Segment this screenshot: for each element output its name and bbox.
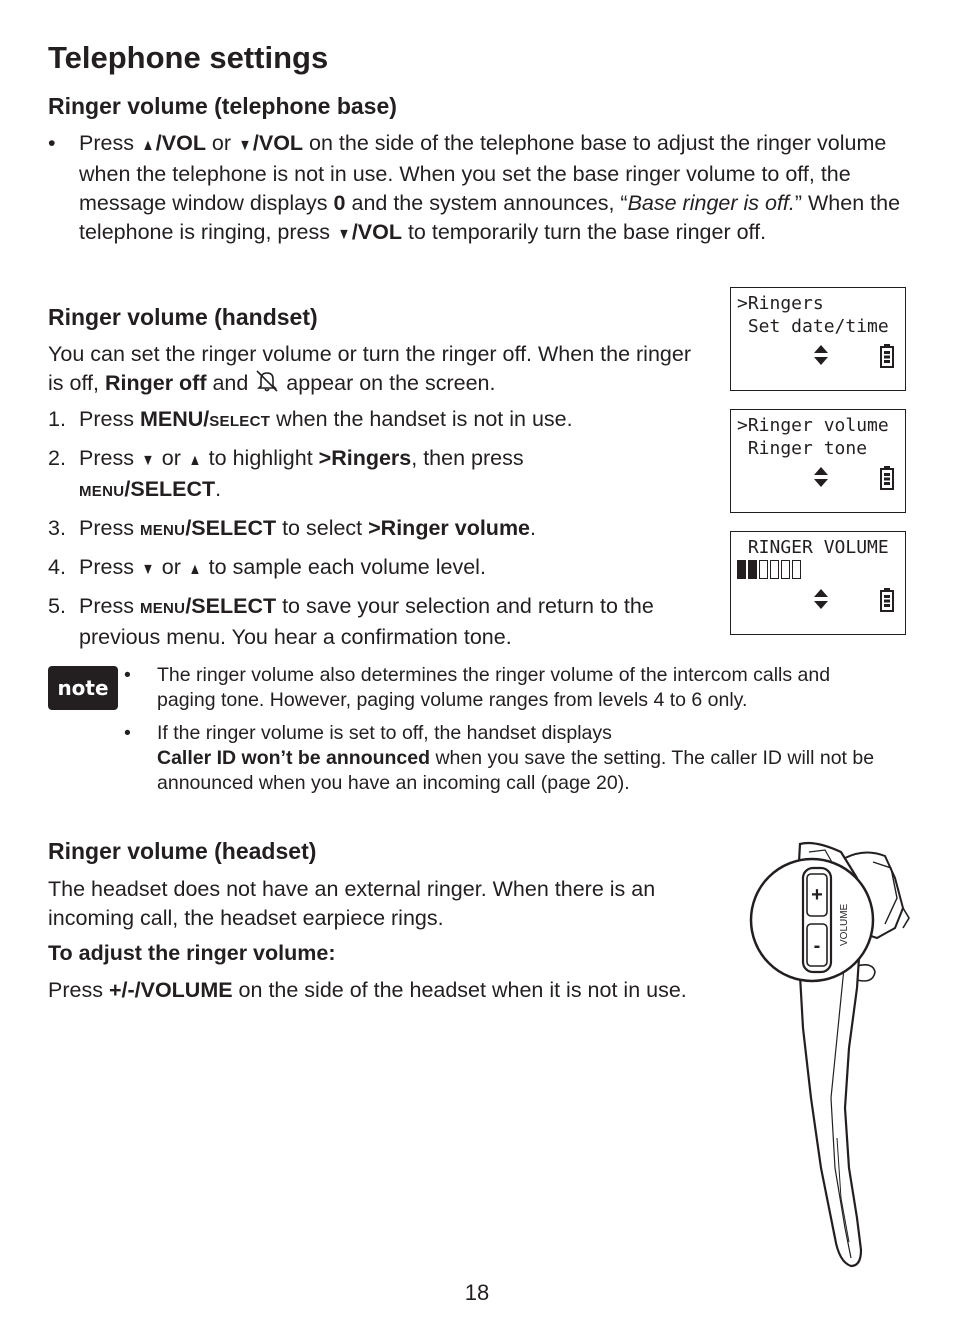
ringer-off-icon (254, 369, 280, 393)
up-arrow-icon: ▲ (141, 137, 155, 154)
headset-subheading: To adjust the ringer volume: (48, 941, 336, 965)
battery-icon (880, 344, 894, 368)
plus-button-label: + (811, 884, 823, 906)
volume-level-indicator (737, 560, 801, 579)
battery-icon (880, 466, 894, 490)
handset-intro: You can set the ringer volume or turn the ringer off. When the ringer is off, Ringer off and appear on the screen. (48, 342, 691, 395)
list-item: 2. Press ▼ or ▲ to highlight >Ringers, then press MENU/SELECT. (48, 446, 524, 501)
page-title: Telephone settings (48, 40, 329, 75)
section-heading-headset: Ringer volume (headset) (48, 838, 317, 864)
lcd-screen-ringer-volume: RINGER VOLUME (730, 531, 906, 635)
note-item: • If the ringer volume is set to off, the handset displays Caller ID won’t be announced when you save the setting. The caller ID will not be announced when you have an incoming call (page 20). (124, 722, 875, 794)
note-badge: note (48, 666, 118, 710)
headset-instruction: Press +/-/VOLUME on the side of the headset when it is not in use. (48, 978, 687, 1002)
section-heading-base: Ringer volume (telephone base) (48, 93, 397, 119)
volume-bar (737, 560, 746, 579)
note-item: • The ringer volume also determines the ringer volume of the intercom calls and paging tone. However, paging volume ranges from levels 4 to 6 only. (124, 664, 831, 711)
down-arrow-icon: ▼ (337, 226, 351, 243)
volume-bar (759, 560, 768, 579)
volume-bar (792, 560, 801, 579)
headset-illustration (745, 838, 915, 1273)
up-arrow-icon: ▲ (188, 452, 202, 469)
battery-icon (880, 588, 894, 612)
section-heading-handset: Ringer volume (handset) (48, 304, 318, 330)
scroll-arrows-icon (812, 588, 830, 610)
page-number: 18 (464, 1280, 490, 1305)
bullet: • (48, 131, 56, 155)
headset-intro: The headset does not have an external ringer. When there is an incoming call, the headset earpiece rings. (48, 877, 656, 930)
list-item: 5. Press MENU/SELECT to save your selection and return to the previous menu. You hear a confirmation tone. (48, 594, 654, 649)
minus-button-label: - (813, 935, 821, 957)
down-arrow-icon: ▼ (238, 137, 252, 154)
handset-steps (48, 405, 716, 652)
up-arrow-icon: ▲ (188, 561, 202, 578)
down-arrow-icon: ▼ (141, 561, 155, 578)
lcd-screen-ringers: >Ringers Set date/time (730, 287, 906, 391)
volume-bar (748, 560, 757, 579)
base-paragraph: • Press ▲/VOL or ▼/VOL on the side of the telephone base to adjust the ringer volume when the telephone is not in use. When you set the base ringer volume to off, the message window displays 0 and the system announces, “Base ringer is off.” When the telephone is ringing, press ▼/VOL to temporarily turn the base ringer off. (48, 129, 910, 249)
lcd-screen-ringer-menu: >Ringer volume Ringer tone (730, 409, 906, 513)
down-arrow-icon: ▼ (141, 452, 155, 469)
volume-label: VOLUME (839, 903, 850, 946)
list-item: 3. Press MENU/SELECT to select >Ringer volume. (48, 516, 536, 540)
volume-bar (781, 560, 790, 579)
list-item: 1. Press MENU/SELECT when the handset is not in use. (48, 407, 573, 431)
note-list (124, 663, 884, 804)
scroll-arrows-icon (812, 466, 830, 488)
list-item: 4. Press ▼ or ▲ to sample each volume level. (48, 553, 716, 584)
scroll-arrows-icon (812, 344, 830, 366)
volume-bar (770, 560, 779, 579)
